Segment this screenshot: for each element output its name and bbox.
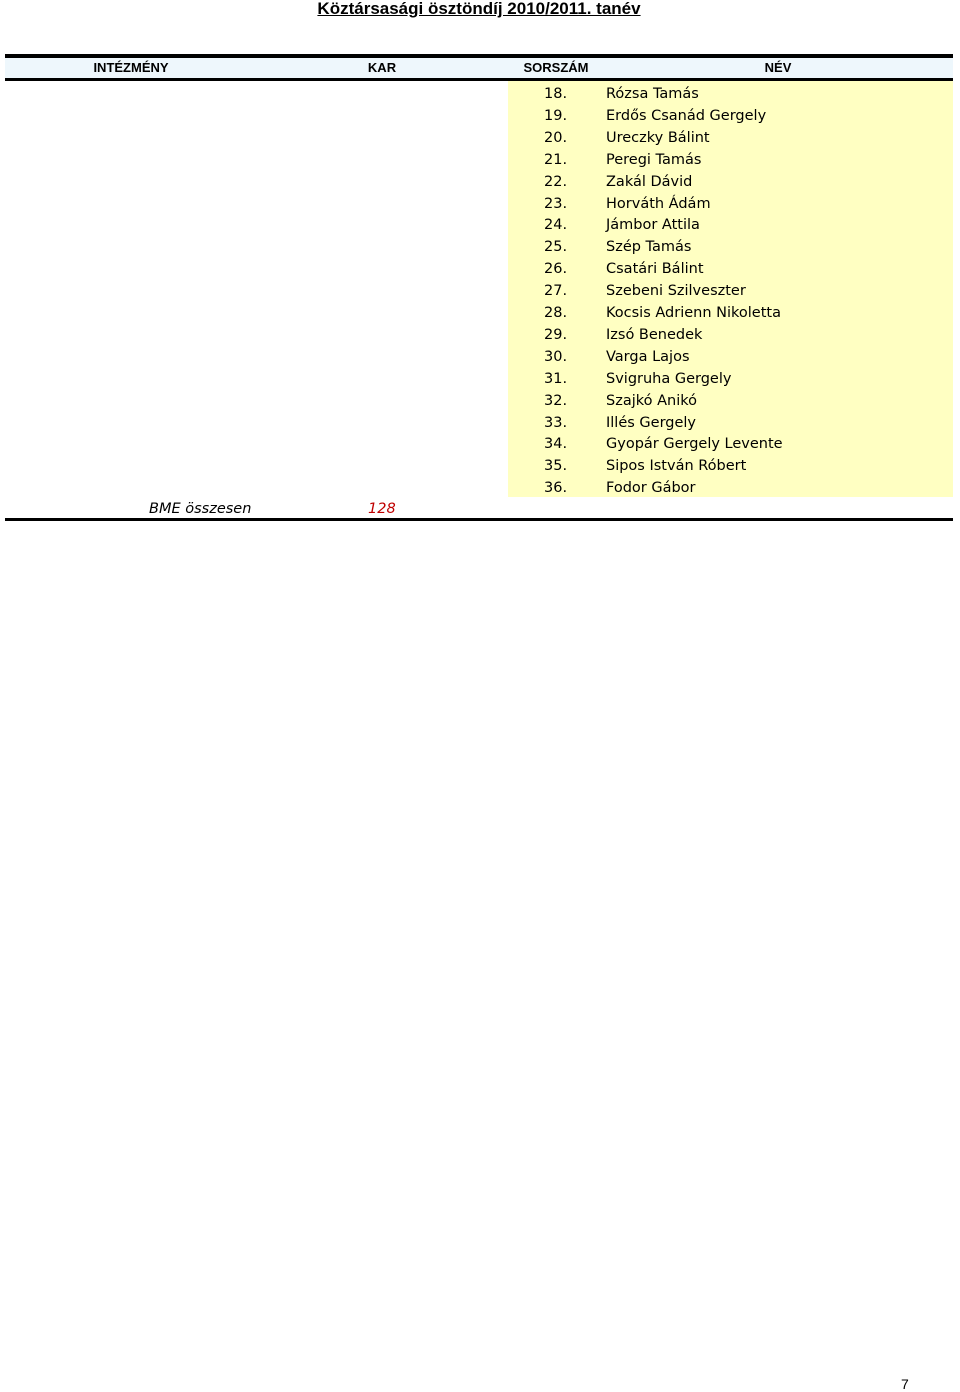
row-serial: 30.: [544, 348, 568, 365]
total-label: BME összesen: [149, 501, 252, 517]
row-serial: 31.: [544, 370, 568, 387]
row-serial: 33.: [544, 414, 568, 431]
table-row: [508, 455, 953, 477]
table-row: [508, 193, 953, 215]
page-number: 7: [901, 1376, 909, 1392]
row-serial: 29.: [544, 326, 568, 343]
table-row: [508, 346, 953, 368]
row-serial: 21.: [544, 151, 568, 168]
column-header-name: NÉV: [764, 60, 792, 75]
table-row: [508, 368, 953, 390]
column-header-serial: SORSZÁM: [523, 60, 589, 75]
row-serial: 36.: [544, 480, 568, 497]
row-name: Sipos István Róbert: [606, 458, 747, 475]
table-row: [508, 214, 953, 236]
row-serial: 32.: [544, 392, 568, 409]
row-name: Erdős Csanád Gergely: [606, 107, 767, 124]
row-serial: 26.: [544, 261, 568, 278]
row-serial: 27.: [544, 283, 568, 300]
total-value: 128: [368, 501, 396, 517]
table-row: [508, 149, 953, 171]
column-header-faculty: KAR: [367, 60, 397, 75]
row-serial: 20.: [544, 129, 568, 146]
table-row: [508, 236, 953, 258]
row-name: Jámbor Attila: [606, 217, 700, 234]
page-title: Köztársasági ösztöndíj 2010/2011. tanév: [317, 0, 641, 18]
row-name: Szép Tamás: [606, 239, 692, 256]
row-name: Ureczky Bálint: [606, 129, 710, 146]
table-row: [508, 477, 953, 499]
column-header-institution: INTÉZMÉNY: [93, 60, 169, 75]
table-bottom-rule: [5, 518, 953, 521]
table-header: [5, 58, 953, 78]
table-row: [508, 390, 953, 412]
row-serial: 28.: [544, 305, 568, 321]
row-serial: 19.: [544, 107, 568, 124]
table-row: [508, 302, 953, 324]
table-row: [508, 105, 953, 127]
row-name: Varga Lajos: [606, 348, 690, 365]
table-row: [508, 258, 953, 280]
table-row: [508, 412, 953, 434]
table-row: [508, 324, 953, 346]
table-row: [508, 127, 953, 149]
row-serial: 22.: [544, 173, 568, 190]
row-name: Szebeni Szilveszter: [606, 283, 746, 300]
row-name: Peregi Tamás: [606, 151, 702, 168]
row-name: Szajkó Anikó: [606, 392, 697, 409]
row-name: Gyopár Gergely Levente: [606, 436, 783, 453]
row-serial: 24.: [544, 217, 568, 234]
table-row: [508, 280, 953, 302]
row-serial: 23.: [544, 195, 568, 212]
row-name: Illés Gergely: [606, 414, 697, 431]
row-name: Fodor Gábor: [606, 480, 696, 497]
row-name: Zakál Dávid: [606, 173, 693, 190]
table-row: [508, 171, 953, 193]
row-name: Horváth Ádám: [606, 195, 711, 212]
row-name: Svigruha Gergely: [606, 370, 732, 387]
row-serial: 18.: [544, 86, 568, 102]
row-name: Rózsa Tamás: [606, 86, 699, 102]
table-row: [508, 83, 953, 105]
row-serial: 34.: [544, 436, 568, 453]
row-name: Izsó Benedek: [606, 326, 703, 343]
row-serial: 25.: [544, 239, 568, 256]
row-serial: 35.: [544, 458, 568, 475]
row-name: Kocsis Adrienn Nikoletta: [606, 305, 781, 321]
row-name: Csatári Bálint: [606, 261, 704, 278]
table-row: [508, 433, 953, 455]
